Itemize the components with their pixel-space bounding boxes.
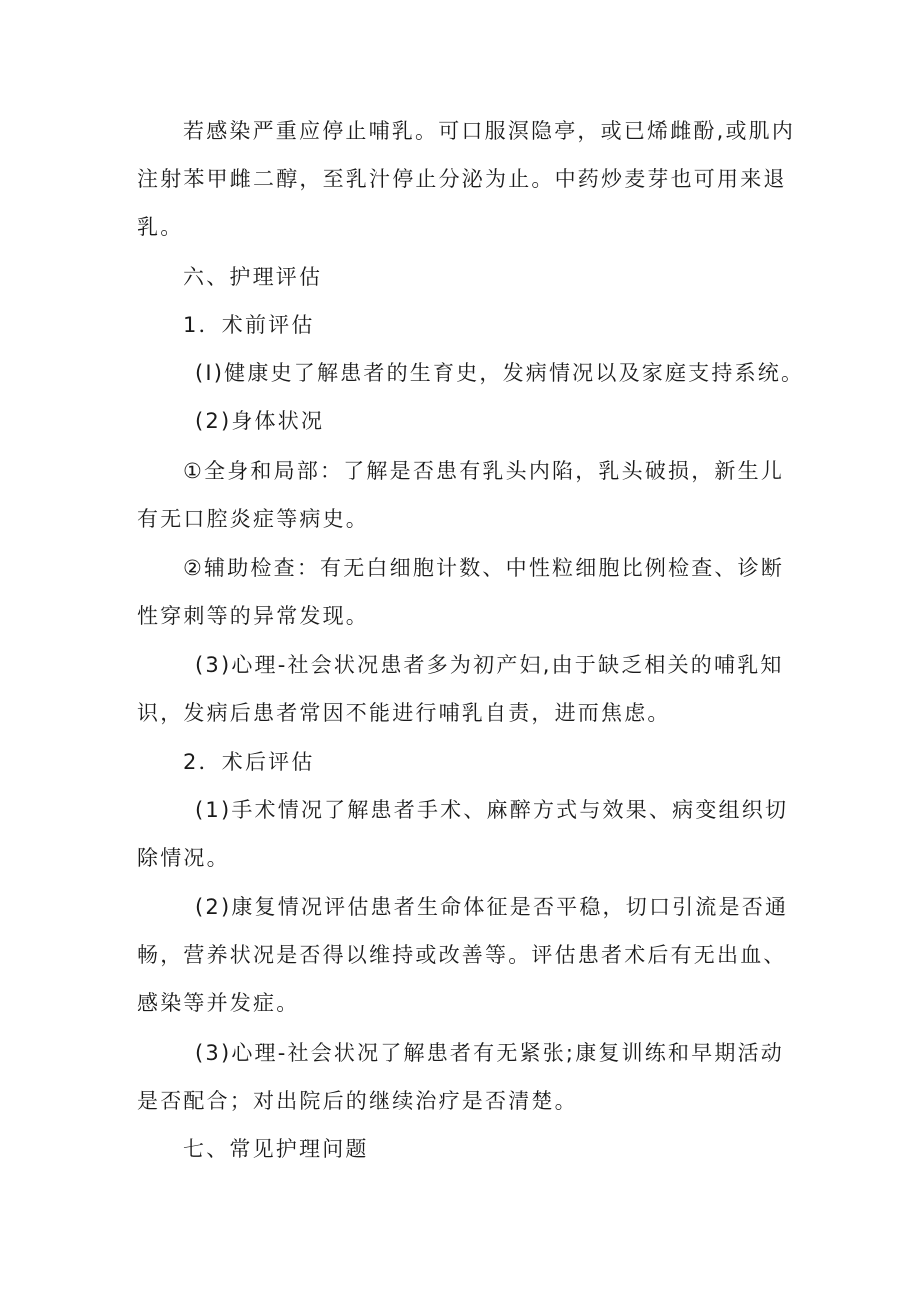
paragraph-psychosocial-pre xyxy=(137,641,797,737)
text-line: (I)健康史了解患者的生育史，发病情况以及家庭支持系统。 xyxy=(195,361,805,385)
text-line: (2)康复情况评估患者生命体征是否平稳，切口引流是否通 xyxy=(195,895,789,919)
paragraph-infection-treatment xyxy=(137,107,797,251)
subheading-postoperative-assessment xyxy=(137,738,797,786)
paragraph-recovery-status xyxy=(137,883,797,1027)
text-line: 识，发病后患者常因不能进行哺乳自责，进而焦虑。 xyxy=(137,701,671,725)
section-heading-nursing-assessment xyxy=(137,253,797,301)
text-line: ①全身和局部：了解是否患有乳头内陷，乳头破损，新生儿 xyxy=(183,459,785,483)
text-line: (3)心理-社会状况患者多为初产妇,由于缺乏相关的哺乳知 xyxy=(195,653,784,677)
text-line: ②辅助检查：有无白细胞计数、中性粒细胞比例检查、诊断 xyxy=(183,556,785,580)
heading-text: 七、常见护理问题 xyxy=(183,1137,369,1161)
section-heading-common-nursing-problems xyxy=(137,1125,797,1173)
heading-text: 1．术前评估 xyxy=(183,313,315,337)
text-line: 感染等并发症。 xyxy=(137,991,300,1015)
text-line: 有无口腔炎症等病史。 xyxy=(137,507,369,531)
text-line: (3)心理-社会状况了解患者有无紧张;康复训练和早期活动 xyxy=(195,1041,784,1065)
heading-text: (2)身体状况 xyxy=(195,409,325,433)
text-line: 畅，营养状况是否得以维持或改善等。评估患者术后有无出血、 xyxy=(137,943,787,967)
text-line: 注射苯甲雌二醇，至乳汁停止分泌为止。中药炒麦芽也可用来退 xyxy=(137,167,787,191)
subheading-physical-condition xyxy=(137,397,797,445)
paragraph-surgery-status xyxy=(137,786,797,882)
text-line: 性穿刺等的异常发现。 xyxy=(137,604,369,628)
paragraph-health-history xyxy=(137,349,805,397)
subheading-preoperative-assessment xyxy=(137,301,797,349)
paragraph-general-local xyxy=(137,447,797,543)
text-line: 除情况。 xyxy=(137,846,230,870)
text-line: 是否配合；对出院后的继续治疗是否清楚。 xyxy=(137,1089,578,1113)
heading-text: 2．术后评估 xyxy=(183,750,315,774)
text-line: 乳。 xyxy=(137,215,184,239)
paragraph-auxiliary-exam xyxy=(137,544,797,640)
paragraph-psychosocial-post xyxy=(137,1029,797,1125)
heading-text: 六、护理评估 xyxy=(183,265,323,289)
text-line: 若感染严重应停止哺乳。可口服溟隐亭，或已烯雌酚,或肌内 xyxy=(183,119,796,143)
text-line: (1)手术情况了解患者手术、麻醉方式与效果、病变组织切 xyxy=(195,798,789,822)
